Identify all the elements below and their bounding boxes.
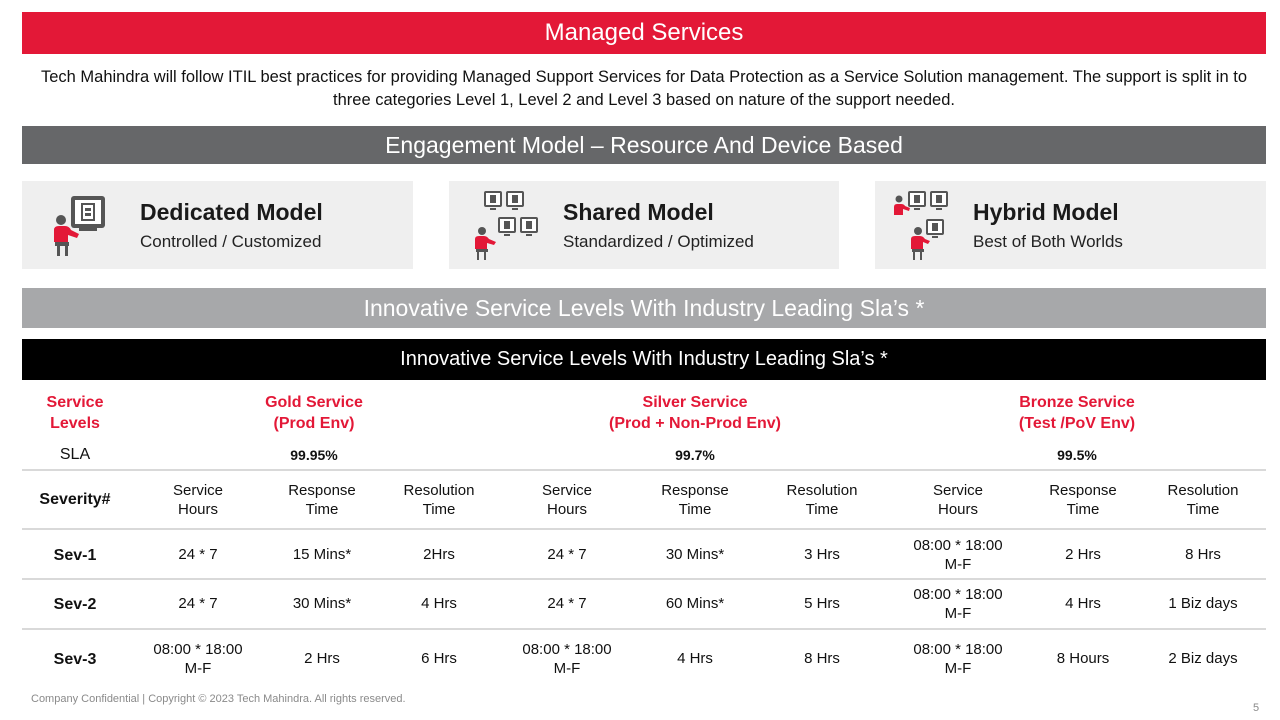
table-cell: 8 Hrs bbox=[804, 650, 840, 667]
table-cell: 15 Mins* bbox=[292, 546, 352, 563]
table-cell: 24 * 7 bbox=[547, 546, 587, 563]
table-divider bbox=[22, 528, 1266, 530]
service-levels-bar: Innovative Service Levels With Industry Leading Sla’s * bbox=[22, 288, 1266, 328]
page-title: Managed Services bbox=[22, 12, 1266, 54]
column-header: Resolution Time bbox=[786, 482, 858, 518]
model-title: Shared Model bbox=[563, 198, 714, 225]
table-cell: 08:00 * 18:00 M-F bbox=[522, 641, 612, 677]
gold-sla-value: 99.95% bbox=[290, 447, 338, 463]
table-cell: 24 * 7 bbox=[178, 546, 218, 563]
gold-tier-heading: Gold Service (Prod Env) bbox=[265, 394, 363, 432]
severity-row-label: Sev-1 bbox=[53, 547, 97, 564]
engagement-model-bar: Engagement Model – Resource And Device Based bbox=[22, 126, 1266, 164]
table-divider bbox=[22, 578, 1266, 580]
model-title: Dedicated Model bbox=[140, 198, 323, 225]
model-subtitle: Best of Both Worlds bbox=[973, 231, 1123, 251]
shared-model-card bbox=[449, 181, 839, 269]
table-cell: 30 Mins* bbox=[665, 546, 725, 563]
table-divider bbox=[22, 628, 1266, 630]
severity-row-label: Sev-2 bbox=[53, 596, 97, 613]
sla-label: SLA bbox=[59, 446, 91, 463]
column-header: Resolution Time bbox=[1167, 482, 1239, 518]
page-number: 5 bbox=[1253, 702, 1260, 714]
table-cell: 2Hrs bbox=[423, 546, 455, 563]
table-divider bbox=[22, 469, 1266, 471]
column-header: Response Time bbox=[661, 482, 729, 518]
table-cell: 4 Hrs bbox=[1065, 595, 1101, 612]
severity-row-label: Sev-3 bbox=[53, 651, 97, 668]
bronze-tier-heading: Bronze Service (Test /PoV Env) bbox=[1018, 394, 1136, 432]
model-subtitle: Controlled / Customized bbox=[140, 231, 322, 251]
column-header: Response Time bbox=[288, 482, 356, 518]
table-cell: 08:00 * 18:00 M-F bbox=[913, 537, 1003, 573]
table-cell: 3 Hrs bbox=[804, 546, 840, 563]
multi-monitor-user-icon bbox=[449, 181, 563, 269]
hybrid-model-card bbox=[875, 181, 1266, 269]
table-cell: 8 Hrs bbox=[1185, 546, 1221, 563]
intro-paragraph: Tech Mahindra will follow ITIL best practices for providing Managed Support Services for Data Protection as a Service Solution management. The support is split in to three categories Level 1, Level 2 and Level 3 based on nature of the support needed. bbox=[40, 68, 1247, 109]
severity-label: Severity# bbox=[39, 491, 111, 508]
sla-table-header: Innovative Service Levels With Industry Leading Sla’s * bbox=[22, 339, 1266, 380]
dedicated-model-card bbox=[22, 181, 413, 269]
silver-tier-heading: Silver Service (Prod + Non-Prod Env) bbox=[609, 394, 781, 432]
table-cell: 4 Hrs bbox=[421, 595, 457, 612]
table-cell: 4 Hrs bbox=[677, 650, 713, 667]
model-subtitle: Standardized / Optimized bbox=[563, 231, 754, 251]
column-header: Resolution Time bbox=[403, 482, 475, 518]
table-cell: 08:00 * 18:00 M-F bbox=[153, 641, 243, 677]
table-cell: 8 Hours bbox=[1056, 650, 1110, 667]
table-cell: 24 * 7 bbox=[178, 595, 218, 612]
hybrid-workstation-icon bbox=[875, 181, 973, 269]
silver-sla-value: 99.7% bbox=[675, 447, 715, 463]
table-cell: 08:00 * 18:00 M-F bbox=[913, 641, 1003, 677]
column-header: Service Hours bbox=[541, 482, 593, 518]
column-header: Response Time bbox=[1049, 482, 1117, 518]
table-cell: 24 * 7 bbox=[547, 595, 587, 612]
footer-copyright: Company Confidential | Copyright © 2023 Tech Mahindra. All rights reserved. bbox=[31, 693, 406, 705]
table-cell: 2 Hrs bbox=[1065, 546, 1101, 563]
column-header: Service Hours bbox=[932, 482, 984, 518]
table-cell: 1 Biz days bbox=[1168, 595, 1238, 612]
table-cell: 5 Hrs bbox=[804, 595, 840, 612]
service-levels-label: Service Levels bbox=[46, 394, 104, 432]
model-title: Hybrid Model bbox=[973, 198, 1119, 225]
table-cell: 2 Hrs bbox=[304, 650, 340, 667]
bronze-sla-value: 99.5% bbox=[1057, 447, 1097, 463]
column-header: Service Hours bbox=[172, 482, 224, 518]
single-user-workstation-icon bbox=[22, 181, 140, 269]
table-cell: 2 Biz days bbox=[1168, 650, 1238, 667]
table-cell: 6 Hrs bbox=[421, 650, 457, 667]
table-cell: 30 Mins* bbox=[292, 595, 352, 612]
table-cell: 08:00 * 18:00 M-F bbox=[913, 586, 1003, 622]
table-cell: 60 Mins* bbox=[665, 595, 725, 612]
